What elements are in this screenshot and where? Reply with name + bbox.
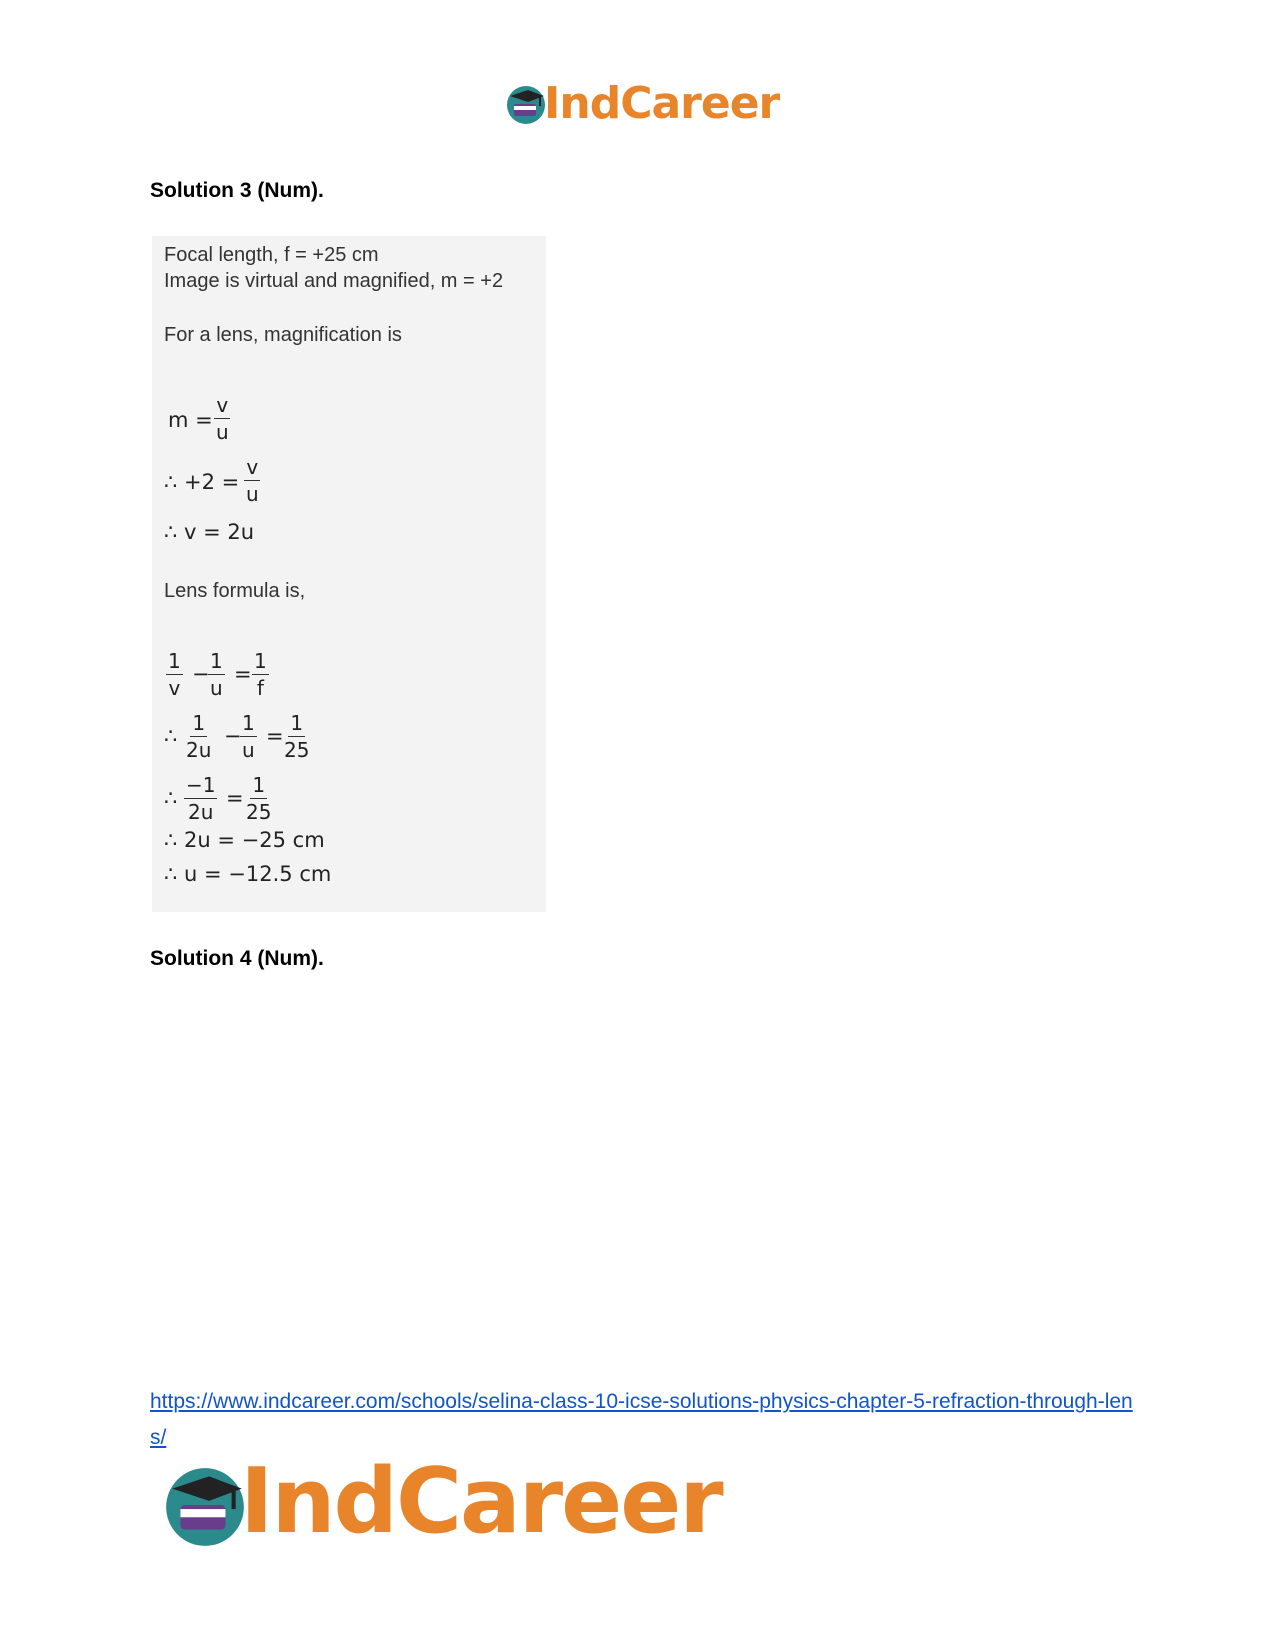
- numerator: v: [216, 393, 229, 417]
- solution-3-heading: Solution 3 (Num).: [150, 179, 324, 202]
- image-line: Image is virtual and magnified, m = +2: [164, 270, 504, 292]
- denominator: 25: [284, 738, 310, 762]
- u-equals: ∴ u = −12.5 cm: [164, 862, 332, 886]
- numerator: 1: [290, 711, 304, 735]
- fraction-1-over-u: [240, 712, 257, 761]
- denominator: f: [256, 676, 264, 700]
- fraction-1-over-2u: [184, 712, 213, 761]
- equals-sign: =: [266, 724, 284, 748]
- fraction-1-over-f: [252, 650, 269, 699]
- fraction-minus1-over-2u: [184, 774, 217, 823]
- fraction-1-over-25: [244, 774, 273, 823]
- solution-4-heading: Solution 4 (Num).: [150, 947, 324, 970]
- denominator: 2u: [188, 800, 214, 824]
- numerator: 1: [254, 649, 267, 673]
- minus-sign: −: [224, 724, 242, 748]
- v-equals-2u: ∴ v = 2u: [164, 520, 255, 544]
- denominator: u: [210, 676, 223, 700]
- therefore-sign: ∴: [164, 724, 178, 748]
- header-logo-text: IndCareer: [544, 78, 780, 129]
- therefore-plus2: ∴ +2 =: [164, 470, 240, 494]
- numerator: −1: [186, 773, 216, 797]
- minus-sign: −: [192, 662, 210, 686]
- equals-sign: =: [234, 662, 252, 686]
- numerator: 1: [242, 711, 255, 735]
- graduation-book-icon: [160, 1460, 250, 1550]
- fraction-1-over-u: [208, 650, 225, 699]
- footer-link[interactable]: https://www.indcareer.com/schools/selina-class-10-icse-solutions-physics-chapter-5-refraction-through-lens/: [150, 1390, 1133, 1449]
- two-u-equals: ∴ 2u = −25 cm: [164, 828, 325, 852]
- numerator: 1: [168, 649, 181, 673]
- fraction-1-over-25: [282, 712, 311, 761]
- therefore-sign: ∴: [164, 786, 178, 810]
- equals-sign: =: [226, 786, 244, 810]
- numerator: 1: [210, 649, 223, 673]
- fraction-v-over-u: [214, 394, 231, 443]
- lens-formula-line: Lens formula is,: [164, 580, 306, 602]
- denominator: u: [216, 420, 229, 444]
- denominator: 2u: [186, 738, 212, 762]
- denominator: v: [168, 676, 181, 700]
- solution-box: [152, 236, 546, 912]
- lens-magnification-line: For a lens, magnification is: [164, 324, 402, 346]
- denominator: u: [246, 482, 259, 506]
- footer-logo: [160, 1460, 250, 1550]
- fraction-1-over-v: [166, 650, 183, 699]
- numerator: v: [246, 455, 259, 479]
- focal-length-line: Focal length, f = +25 cm: [164, 244, 379, 266]
- numerator: 1: [252, 773, 266, 797]
- numerator: 1: [192, 711, 206, 735]
- m-equals: m =: [168, 408, 213, 432]
- footer-logo-text: IndCareer: [240, 1449, 722, 1554]
- graduation-book-icon: [504, 82, 548, 126]
- denominator: 25: [246, 800, 272, 824]
- fraction-v-over-u: [244, 456, 261, 505]
- denominator: u: [242, 738, 255, 762]
